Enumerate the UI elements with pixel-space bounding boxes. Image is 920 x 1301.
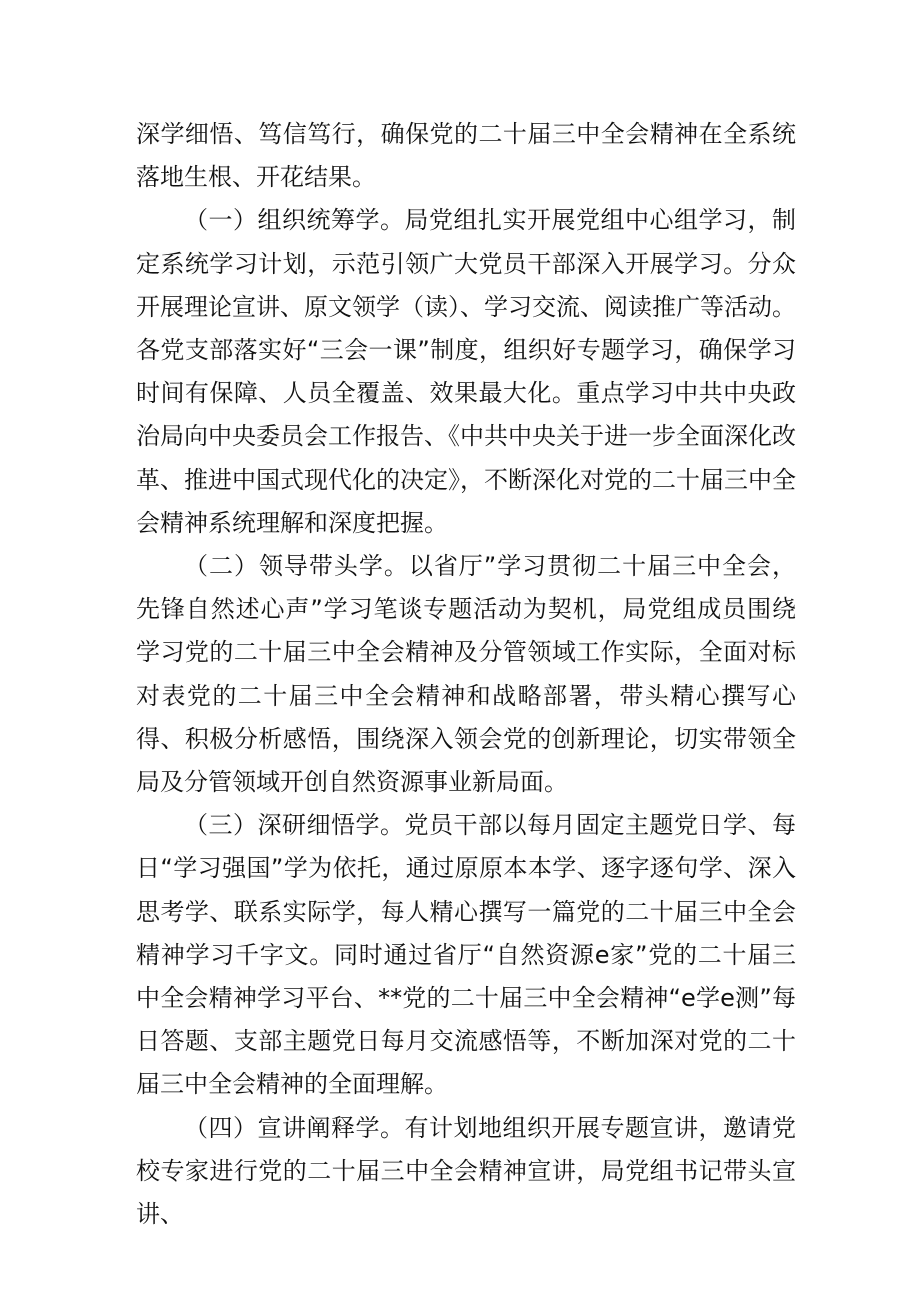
paragraph-section-1: （一）组织统筹学。局党组扎实开展党组中心组学习，制定系统学习计划，示范引领广大党员干部深入开展学习。分众开展理论宣讲、原文领学（读）、学习交流、阅读推广等活动。各党支部落实好“三会一课”制度，组织好专题学习，确保学习时间有保障、人员全覆盖、效果最大化。重点学习中共中央政治局向中央委员会工作报告、《中共中央关于进一步全面深化改革、推进中国式现代化的决定》，不断深化对党的二十届三中全会精神系统理解和深度把握。 (136, 206, 796, 537)
paragraph-section-4: （四）宣讲阐释学。有计划地组织开展专题宣讲，邀请党校专家进行党的二十届三中全会精神宣讲，局党组书记带头宣讲、 (136, 1113, 796, 1229)
paragraph-section-3: （三）深研细悟学。党员干部以每月固定主题党日学、每日“学习强国”学为依托，通过原原本本学、逐字逐句学、深入思考学、联系实际学，每人精心撰写一篇党的二十届三中全会精神学习千字文。同时通过省厅“自然资源e家”党的二十届三中全会精神学习平台、**党的二十届三中全会精神“e学e测”每日答题、支部主题党日每月交流感悟等，不断加深对党的二十届三中全会精神的全面理解。 (136, 811, 796, 1099)
paragraph-continuation: 深学细悟、笃信笃行，确保党的二十届三中全会精神在全系统落地生根、开花结果。 (136, 120, 796, 192)
paragraph-section-2: （二）领导带头学。以省厅”学习贯彻二十届三中全会，先锋自然述心声”学习笔谈专题活动为契机，局党组成员围绕学习党的二十届三中全会精神及分管领域工作实际，全面对标对表党的二十届三中全会精神和战略部署，带头精心撰写心得、积极分析感悟，围绕深入领会党的创新理论，切实带领全局及分管领域开创自然资源事业新局面。 (136, 552, 796, 797)
document-body (136, 113, 796, 1236)
